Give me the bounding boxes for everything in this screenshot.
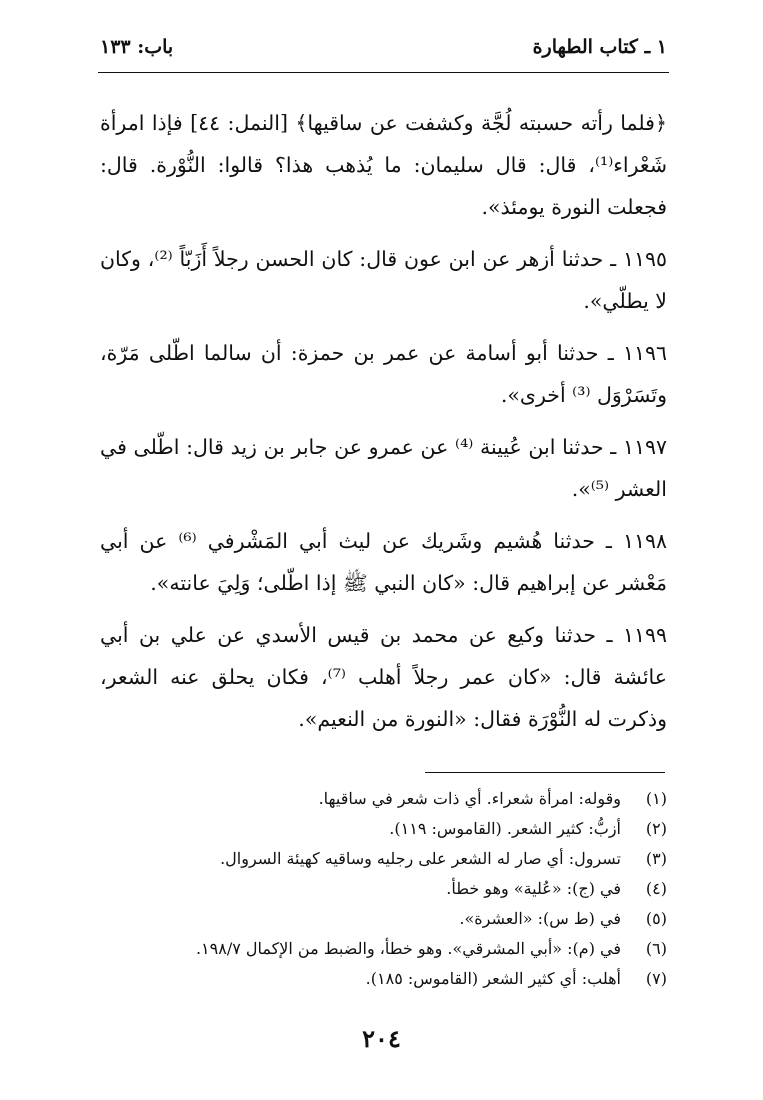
paragraph-intro: ﴿فلما رأته حسبته لُجَّة وكشفت عن ساقيها﴾ [النمل: ٤٤] فإذا امرأة شَعْراء⁽¹⁾، قال: قال سليمان: ما يُذهب هذا؟ قالوا: النُّوْرة. قال: فجعلت النورة يومئذ».: [100, 111, 667, 219]
page-number: ٢٠٤: [362, 1024, 401, 1053]
main-text: [100, 102, 667, 750]
hadith-1197: ١١٩٧ ـ حدثنا ابن عُيينة ⁽⁴⁾ عن عمرو عن جابر بن زيد قال: اطّلى في العشر ⁽⁵⁾».: [100, 435, 667, 501]
hadith-1196: ١١٩٦ ـ حدثنا أبو أسامة عن عمر بن حمزة: أن سالما اطّلى مَرّة، وتَسَرْوَل ⁽³⁾ أخرى».: [100, 341, 667, 407]
hadith-1198: ١١٩٨ ـ حدثنا هُشيم وشَريك عن ليث أبي المَشْرفي ⁽⁶⁾ عن أبي مَعْشر عن إبراهيم قال: «كان النبي ﷺ إذا اطّلى؛ وَلِيَ عانته».: [100, 529, 667, 595]
header-divider: [98, 72, 669, 73]
footnote-5: [100, 904, 667, 934]
hadith-1199: ١١٩٩ ـ حدثنا وكيع عن محمد بن قيس الأسدي عن علي بن أبي عائشة قال: «كان عمر رجلاً أهلب ⁽⁷⁾، فكان يحلق عنه الشعر، وذكرت له النُّوْرَة فقال: «النورة من النعيم».: [100, 623, 667, 731]
footnote-text: في (ج): «عُلية» وهو خطأ.: [446, 879, 621, 898]
footnote-number: (٢): [645, 819, 667, 838]
footnote-number: (٤): [645, 879, 667, 898]
footnote-7: [100, 964, 667, 994]
footnote-number: (٧): [645, 969, 667, 988]
hadith-1195: ١١٩٥ ـ حدثنا أزهر عن ابن عون قال: كان الحسن رجلاً أَزَبّاً ⁽²⁾، وكان لا يطلّي».: [100, 247, 667, 313]
footnote-number: (٣): [645, 849, 667, 868]
footnote-text: تسرول: أي صار له الشعر على رجليه وساقيه كهيئة السروال.: [220, 849, 621, 868]
footnote-divider: [425, 772, 665, 773]
running-header: [100, 36, 667, 58]
footnote-text: أهلب: أي كثير الشعر (القاموس: ١٨٥).: [365, 969, 621, 988]
footnote-number: (٥): [645, 909, 667, 928]
footnote-number: (١): [645, 789, 667, 808]
footnote-text: في (ط س): «العشرة».: [459, 909, 621, 928]
footnote-text: في (م): «أبي المشرقي». وهو خطأ، والضبط من الإكمال ١٩٨/٧.: [195, 939, 621, 958]
footnote-text: أزبُّ: كثير الشعر. (القاموس: ١١٩).: [389, 819, 621, 838]
footnote-number: (٦): [645, 939, 667, 958]
footnote-2: [100, 814, 667, 844]
footnote-3: [100, 844, 667, 874]
book-title: ١ ـ كتاب الطهارة: [532, 36, 667, 58]
footnote-text: وقوله: امرأة شعراء. أي ذات شعر في ساقيها.: [318, 789, 621, 808]
footnote-1: [100, 784, 667, 814]
chapter-label: باب: ١٣٣: [100, 36, 174, 58]
footnote-6: [100, 934, 667, 964]
footnote-4: [100, 874, 667, 904]
footnotes: [100, 784, 667, 994]
